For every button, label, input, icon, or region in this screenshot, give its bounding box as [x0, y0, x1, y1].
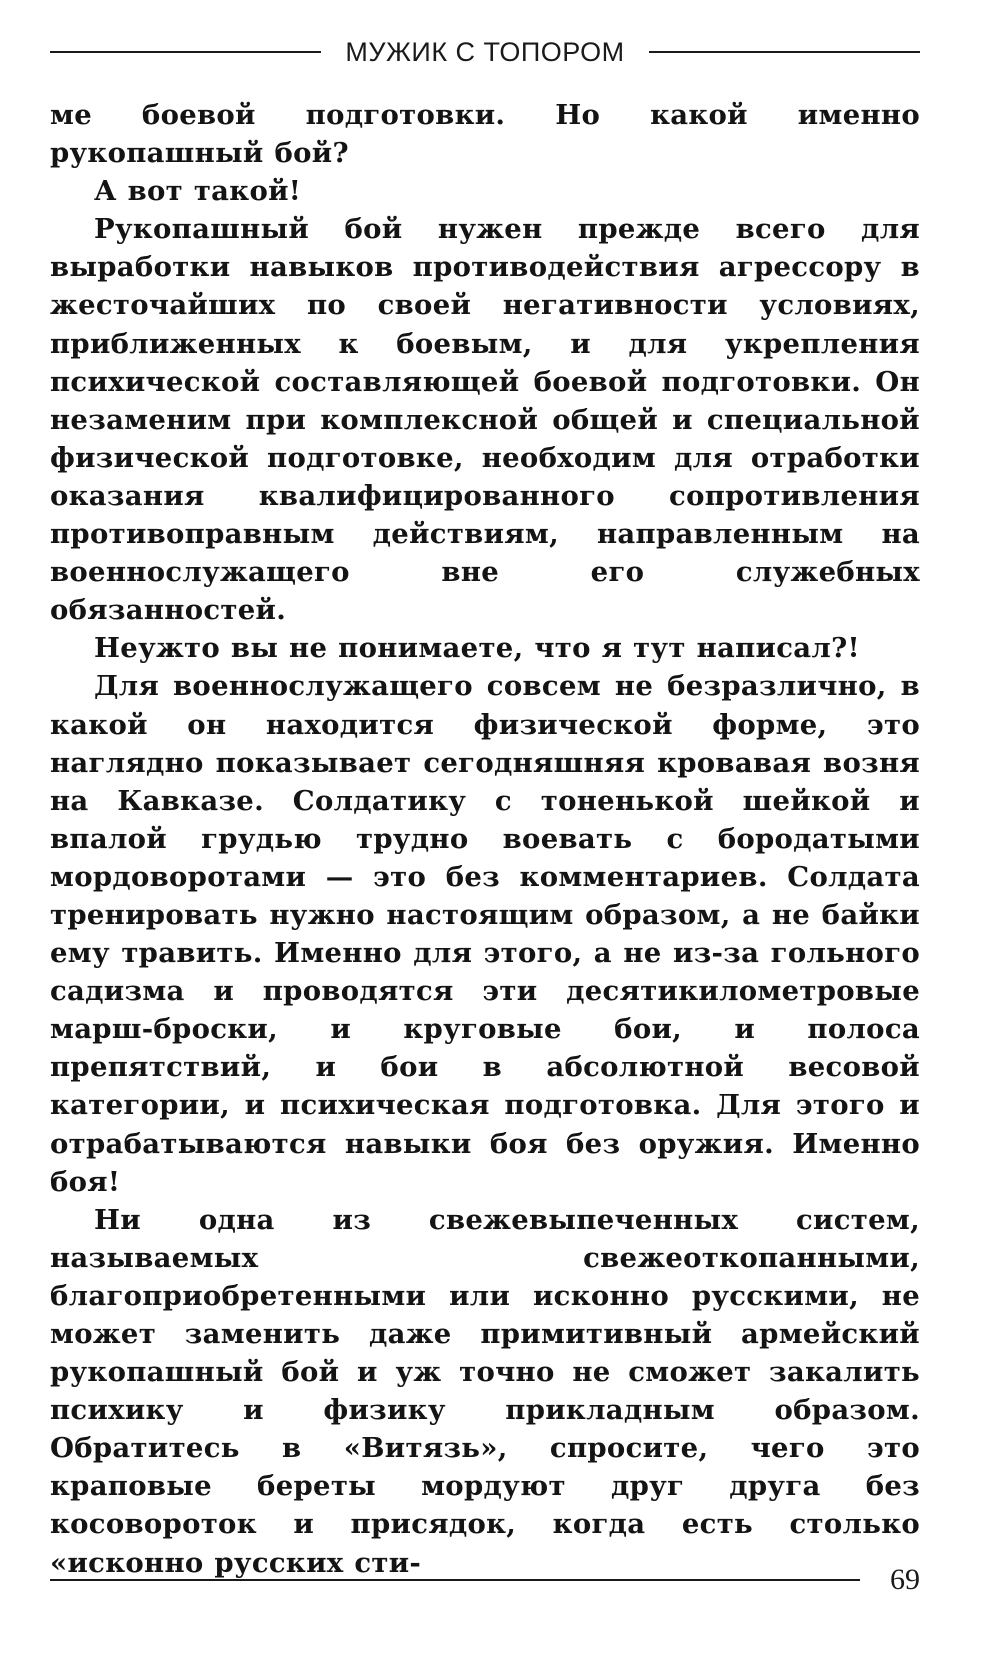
- paragraph: Неужто вы не понимаете, что я тут написал?!: [94, 632, 860, 665]
- paragraph: Рукопашный бой нужен прежде всего для выработки навыков противодействия агрессору в жесточайших по своей негативности условиях, приближенных к боевым, и для укрепления психической составляющей боевой подготовки. Он незаменим при комплексной общей и специальной физической подготовке, необходим для отработки оказания квалифицированного сопротивления противоправным действиям, направленным на военнослужащего вне его служебных обязанностей.: [50, 213, 920, 627]
- running-header: [50, 34, 920, 70]
- running-header-title: МУЖИК С ТОПОРОМ: [345, 36, 625, 67]
- header-rule-left: [50, 51, 321, 53]
- paragraph: Для военнослужащего совсем не безразлично, в какой он находится физической форме, это наглядно показывает сегодняшняя кровавая возня на Кавказе. Солдатику с тоненькой шейкой и впалой грудью трудно воевать с бородатыми мордоворотами — это без комментариев. Солдата тренировать нужно настоящим образом, а не байки ему травить. Именно для этого, а не из-за гольного садизма и проводятся эти десятикилометровые марш-броски, и круговые бои, и полоса препятствий, и бои в абсолютной весовой категории, и психическая подготовка. Для этого и отрабатываются навыки боя без оружия. Именно боя!: [50, 670, 920, 1198]
- paragraph: Ни одна из свежевыпеченных систем, называемых свежеоткопанными, благоприобретенными или исконно русскими, не может заменить даже примитивный армейский рукопашный бой и уж точно не сможет закалить психику и физику прикладным образом. Обратитесь в «Витязь», спросите, чего это краповые береты мордуют друг друга без косовороток и присядок, когда есть столько «исконно русских сти-: [50, 1203, 920, 1579]
- header-rule-right: [649, 51, 920, 53]
- page-footer: [50, 1560, 920, 1600]
- footer-rule: [50, 1579, 860, 1581]
- paragraph: А вот такой!: [94, 175, 302, 208]
- page-number: 69: [890, 1563, 920, 1596]
- paragraph-continuation: ме боевой подготовки. Но какой именно рукопашный бой?: [50, 99, 920, 170]
- body-text: [50, 96, 920, 1582]
